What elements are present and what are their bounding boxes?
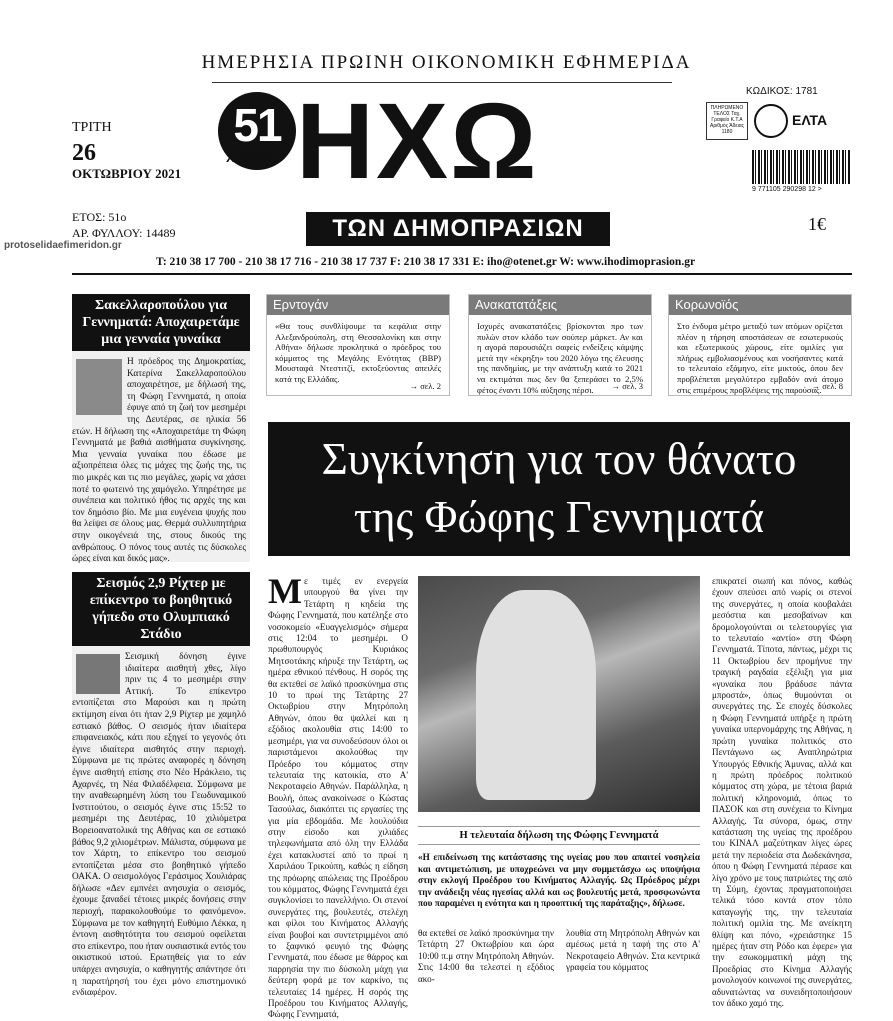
- tagline: ΗΜΕΡΗΣΙΑ ΠΡΩΙΝΗ ΟΙΚΟΝΟΜΙΚΗ ΕΦΗΜΕΡΙΔΑ: [201, 52, 692, 73]
- main-headline: [268, 422, 850, 556]
- article-column-3-bottom: λουθία στη Μητρόπολη Αθηνών και αμέσως μετά η ταφή της στο Α' Νεκροταφείο Αθηνών. Στα κεντρικά γραφεία του κόμματος: [566, 928, 700, 973]
- barcode-number: 9 771105 290298 12 >: [752, 186, 822, 193]
- main-headline-line-1: Συγκίνηση για τον θάνατο: [321, 434, 797, 484]
- issue-month: ΟΚΤΩΒΡΙΟΥ 2021: [72, 166, 182, 181]
- teaser-title: Κορωνοϊός: [669, 295, 851, 315]
- elta-logo: ΕΛΤΑ: [792, 112, 828, 128]
- badge-label: ΧΡΟΝΙΑ: [226, 150, 276, 165]
- page-reference: → σελ. 3: [611, 381, 643, 391]
- sidebar-story-2-headline: Σεισμός 2,9 Ρίχτερ με επίκεντρο το βοηθητικό γήπεδο στο Ολυμπιακό Στάδιο: [72, 572, 250, 646]
- issue-day: ΤΡΙΤΗ: [72, 120, 112, 135]
- photo-caption: Η τελευταία δήλωση της Φώφης Γεννηματά: [418, 826, 700, 845]
- teaser-body: «Θα τους συνθλίψουμε τα κεφάλια στην Αλεξανδρούπολη, στη Θεσσαλονίκη και στην Αθήνα» δήλωσε προκλητικά ο πρόεδρος του κόμματος της Μεγάλης Ενότητας (BBP) Μουσταφά Ντεστιτζί, εκτοξεύοντας απειλές κατά της Ελλάδας.: [275, 321, 441, 384]
- sidebar-story-1-headline: Σακελλαροπούλου για Γεννηματά: Αποχαιρετάμε μια γενναία γυναίκα: [72, 294, 250, 351]
- teaser-body: Στο ένδυμα μέτρο μεταξύ των ατόμων ορίζεται πλέον η τήρηση αποστάσεων σε εσωτερικούς και εξωτερικούς χώρους, είτε ομιλίες για πλήρως εμβολιασμένους και νοσήσαντες κατά το τελευταίο εξάμηνο, είτε μικτούς, όπου δεν προβλέπεται μεγαλύτερο εμβαδόν ανά άτομο στις επιμέρους προβλέψεις της παρούσας.: [677, 321, 843, 395]
- sidebar-story-1: [72, 294, 250, 565]
- seismograph-photo: [76, 654, 120, 694]
- product-code: ΚΩΔΙΚΟΣ: 1781: [746, 86, 818, 97]
- teaser-box[interactable]: [266, 294, 450, 396]
- barcode-icon: [752, 150, 850, 184]
- main-photo-figure: [476, 590, 596, 800]
- postage-stamp: ΠΛΗΡΩΜΕΝΟ ΤΕΛΟΣ Ταχ. Γραφείο Κ.Τ.Α Αριθμός Άδειας 1180: [706, 102, 748, 140]
- teaser-body: Ισχυρές ανακατατάξεις βρίσκονται προ των πυλών στον κλάδο των σούπερ μάρκετ. Αν και η αγορά παρουσιάζει σαφείς ενδείξεις κάμψης μετά την «έκρηξη» του 2020 λόγω της έλευσης της πανδημίας, με την ανάπτυξη κατά το 2021 να εκτιμάται πως δεν θα ξεπεράσει το 2,5% φέτος έναντι 10% αύξησης πέρσι.: [477, 321, 643, 395]
- article-column-4: επικρατεί σιωπή και πόνος, καθώς έχουν σπεύσει από νωρίς οι στενοί της συνεργάτες, η οποία κουβαλάει μεσόστια και μεσοβαίνων και δρομολογούνται οι τελετουργίες για το τελευταίο «αντίο» στη Φώφη Γεννηματά. Τίποτα, πάντως, μέχρι τις 11 Οκτωβρίου δεν προμήνυε την τραγική ραγδαία εξέλιξη για μια «γυναίκα που βράδυσε πάντα μπροστά», όπως θυμούνται οι συνεργάτες της. Σε εποχές δύσκολες η Φώφη Γεννηματά υπήρξε η πρώτη γυναίκα υπερνομάρχης της Αθήνας, η πρώτη γυναίκα πολιτικός στο Πεντάγωνο ως Αναπληρώτρια Υπουργός Εθνικής Άμυνας, αλλά και η πρώτη πρόεδρος πολιτικού κόμματος στη χώρα, με τέτοια βαριά πολιτική κληρονομιά, όπως το ΠΑΣΟΚ και στη συνέχεια το Κίνημα Αλλαγής. Τα σύνορα, όμως, στην κατάσταση της υγείας της προέδρου του ΚΙΝΑΛ μαζεύτηκαν λίγες ώρες μετά την περιοδεία στα Δωδεκάνησα, όπου η Φώφη Γεννηματά πέρασε και λίγο χρόνο με τους πατριώτες της από τη Σύμη, έχοντας πραγματοποιήσει τελικά τόσο κοντά στον τόπο καταγωγής της, την τελευταία πολιτική ομιλία της. Με ανείκητη θλίψη και πόνο, «χρειάστηκε 15 ημέρες ήταν στη Ρόδο και έφερε» για την εσωκομματική μάχη της Προεδρίας στο Κίνημα Αλλαγής μονολογούν κοινωνοί της συνεργάτες, αδυνατώντας να συνειδητοποιήσουν τον άδικο χαμό της.: [712, 576, 852, 1009]
- price: 1€: [808, 214, 826, 234]
- pull-quote: «Η επιδείνωση της κατάστασης της υγείας μου που απαιτεί νοσηλεία και αντιμετώπιση, με υποχρεώνει να μην συμμετάσχω ως υποψήφια στην εκλογή Προέδρου του Κινήματος Αλλαγής. Ως Πρόεδρος μέχρι την ανάδειξη νέας ηγεσίας αλλά και ως βουλευτής μετά, προσφωνώντα που παραμένει η ενότητα και η προοπτική της παράταξης», δήλωσε.: [418, 852, 700, 909]
- drop-cap: Μ: [268, 571, 302, 611]
- contact-line: T: 210 38 17 700 - 210 38 17 716 - 210 38 17 737 F: 210 38 17 331 E: iho@otenet.gr W: www.ihodimoprasion.gr: [156, 256, 696, 268]
- teaser-box[interactable]: [668, 294, 852, 396]
- badge-number: 51: [233, 99, 281, 151]
- sidebar-story-1-body: Η πρόεδρος της Δημοκρατίας, Κατερίνα Σακελλαροπούλου αποχαιρέτησε, με δήλωσή της, τη Φώφη Γεννηματά, η οποία έφυγε από τη ζωή τον μεσημέρι της Δευτέρας, σε ηλικία 56 ετών. Η δήλωση της «Αποχαιρετάμε τη Φώφη Γεννηματά με βαθιά αισθήματα συγκίνησης. Μια γενναία γυναίκα που έδωσε με αξιοπρέπεια όλες τις μάχες της ζωής της, τις πιο μικρές και τις πιο μεγάλες, χωρίς να χάσει ποτέ το φωτεινό της χαμόγελο. Υπηρέτησε με συνέπεια και πολιτικό ήθος τις αρχές της και τον δημόσιο βίο. Με μια ευγένεια ψυχής που θα λείψει σε όλους μας. Θερμά συλλυπητήρια στην οικογένειά της, στους δικούς της ανθρώπους. Ο πόνος τους αυτές τις δύσκολες ώρες είναι και δικός μας».: [72, 357, 246, 565]
- teaser-title: Ανακατατάξεις: [469, 295, 651, 315]
- page-reference: → σελ. 2: [409, 381, 441, 391]
- article-column-1: [268, 571, 408, 1020]
- newspaper-subtitle: ΤΩΝ ΔΗΜΟΠΡΑΣΙΩΝ: [306, 212, 610, 246]
- masthead-rule: [72, 273, 852, 275]
- article-column-2-bottom: θα εκτεθεί σε λαϊκό προσκύνημα την Τετάρτη 27 Οκτωβρίου και ώρα 10:00 π.μ στην Μητρόπολη Αθηνών. Στις 14:00 θα τελεστεί η εξόδιος ακο-: [418, 928, 554, 984]
- sidebar-story-2: [72, 572, 250, 999]
- seal-icon: [754, 104, 788, 138]
- page-reference: → σελ. 8: [811, 381, 843, 391]
- main-headline-line-2: της Φώφης Γεννηματά: [353, 492, 765, 542]
- article-column-1-text: ε τιμές εν ενεργεία υπουργού θα γίνει την Τετάρτη η κηδεία της Φώφης Γεννηματά, που κατέληξε στο νοσοκομείο «Ευαγγελισμός» σήμερα στις 12:04 το μεσημέρι. Ο πρωθυπουργός Κυριάκος Μητσοτάκης κήρυξε την Τετάρτη, ως ημέρα εθνικού πένθους. Η σορός της θα εκτεθεί σε λαϊκό προσκύνημα στις 10 το πρωί της Τετάρτης 27 Οκτωβρίου στην Μητρόπολη Αθηνών, όπου θα ψαλλεί και η εξόδιος ακολουθία στις 14:00 το μεσημέρι, για να συνοδεύσουν όλοι οι παριστάμενοι ακολούθως την Πρόεδρο του κόμματος στην τελευταία της κατοικία, στο Α' Νεκροταφείο Αθηνών. Παράλληλα, η Βουλή, όπως ανακοίνωσε ο Κώστας Τασούλας, διακόπτει τις εργασίες της για μία εβδομάδα. Με λουλούδια στην είσοδο και χιλιάδες τηλεφωνήματα από όλη την Ελλάδα έχει κατακλυστεί από το πρωί η Χαριλάου Τρικούπη, καθώς η είδηση της πρόωρης απώλειας της Προέδρου του κόμματος, Φώφης Γεννηματά έχει συγκλονίσει το πανελλήνιο. Οι στενοί συνεργάτες της, βουλευτές, στελέχη και φίλοι του Κινήματος Αλλαγής είναι βουβοί και συντετριμμένοι από το ξαφνικό φευγιό της Φώφης Γεννηματά, που έδωσε με θάρρος και παρρησία την πιο δύσκολη μάχη για δεύτερη φορά με τον καρκίνο, τις τελευταίες 14 ημέρες. Η σορός της Προέδρου του Κινήματος Αλλαγής, Φώφης Γεννηματά,: [268, 576, 408, 1020]
- teaser-title: Ερντογάν: [267, 295, 449, 315]
- teaser-box[interactable]: [468, 294, 652, 396]
- issue-number: ΑΡ. ΦΥΛΛΟΥ: 14489: [72, 226, 176, 240]
- portrait-photo: [76, 359, 122, 415]
- source-watermark: protoselidaefimeridon.gr: [4, 240, 122, 251]
- issue-year: ΕΤΟΣ: 51ο: [72, 210, 127, 224]
- newspaper-title: ΗΧΩ: [296, 80, 539, 201]
- sidebar-story-2-body: Σεισμική δόνηση έγινε ιδιαίτερα αισθητή χθες, λίγο πριν τις 4 το μεσημέρι στην Αττική. Το επίκεντρο εντοπίζεται στο Μαρούσι και η πρώτη εκτίμηση είναι ότι ήταν 2,9 Ρίχτερ με χαμηλό εστιακό βάθος. Ο σεισμός ήταν ιδιαίτερα επιφανειακός, κάτι που εξηγεί το γεγονός ότι έγινε ιδιαίτερα αισθητός στην περιοχή. Σύμφωνα με τις πρώτες αναφορές η δόνηση έγινε αισθητή επίσης στο Νέο Ηράκλειο, τις Αχαρνές, τη Νέα Φιλαδέλφεια. Σύμφωνα με την αναθεωρημένη λύση του Γεωδυναμικού Ινστιτούτου, ο σεισμός έγινε στις 15:52 το μεσημέρι της Δευτέρας, 10 χιλιόμετρα Βορειοανατολικά της Αθήνας και σε εστιακό βάθος 9,2 χιλιομέτρων. Μάλιστα, σύμφωνα με τον Χάρτη, το επίκεντρο του σεισμού εντοπίζεται μέσα στο βοηθητικό γήπεδο ΟΑΚΑ. Ο σεισμολόγος Γεράσιμος Χουλιάρας δήλωσε «Δεν εμπνέει ανησυχία ο σεισμός, έχουμε ξαναδεί τέτοιες μικρές δονήσεις στην περιοχή, παρακολουθούμε το φαινόμενο». Σύμφωνα με τον καθηγητή Ευθύμιο Λέκκα, η έντονη αισθητότητα του σεισμού οφείλεται στο επίκεντρο, που ήταν ουσιαστικά εντός του οικιστικού ιστού. Ερωτηθείς για το εάν υπάρχει ανησυχία, ο καθηγητής απάντησε ότι η παρατήρησή του έχει μόνο επιστημονικό ενδιαφέρον.: [72, 652, 246, 999]
- issue-date: 26: [72, 140, 96, 166]
